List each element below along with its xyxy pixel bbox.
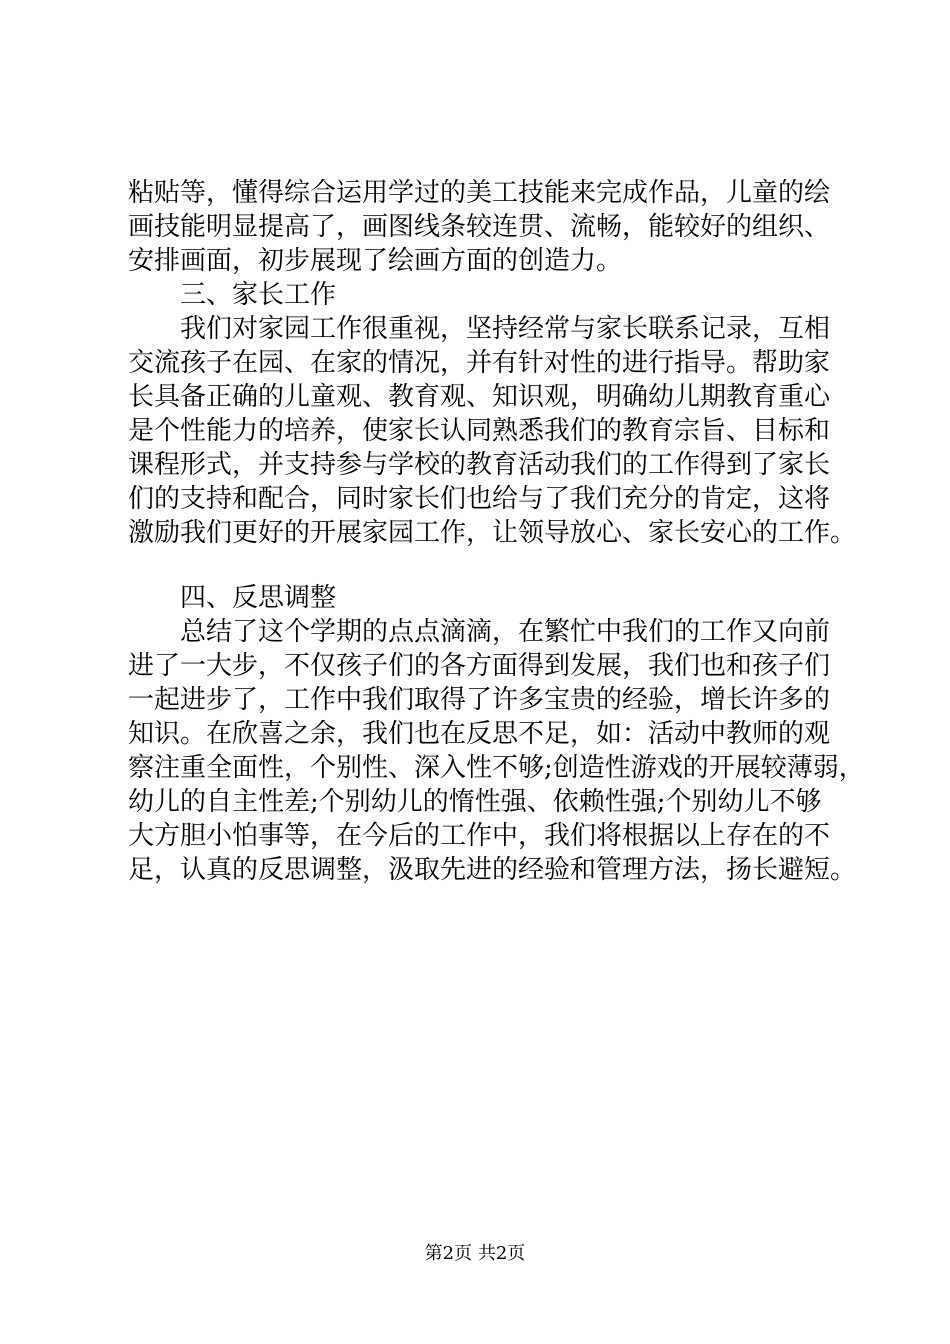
page-number-footer: 第2页 共2页 <box>424 1243 526 1264</box>
paragraph-line: 我们对家园工作很重视，坚持经常与家长联系记录，互相 <box>180 314 831 344</box>
section-heading-reflection: 四、反思调整 <box>180 583 337 613</box>
paragraph-line: 一起进步了，工作中我们取得了许多宝贵的经验，增长许多的 <box>128 685 831 715</box>
paragraph-line: 总结了这个学期的点点滴滴，在繁忙中我们的工作又向前 <box>180 617 831 647</box>
paragraph-line: 课程形式，并支持参与学校的教育活动我们的工作得到了家长 <box>128 450 831 480</box>
section-heading-parent-work: 三、家长工作 <box>180 280 337 310</box>
paragraph-line: 画技能明显提高了，画图线条较连贯、流畅，能较好的组织、 <box>128 212 831 242</box>
paragraph-line: 幼儿的自主性差;个别幼儿的惰性强、依赖性强;个别幼儿不够 <box>128 787 822 817</box>
paragraph-line: 大方胆小怕事等，在今后的工作中，我们将根据以上存在的不 <box>128 821 831 851</box>
paragraph-line: 知识。在欣喜之余，我们也在反思不足，如：活动中教师的观 <box>128 719 831 749</box>
paragraph-line: 是个性能力的培养，使家长认同熟悉我们的教育宗旨、目标和 <box>128 416 831 446</box>
paragraph-line: 察注重全面性，个别性、深入性不够;创造性游戏的开展较薄弱， <box>128 753 865 783</box>
paragraph-line: 进了一大步，不仅孩子们的各方面得到发展，我们也和孩子们 <box>128 651 831 681</box>
paragraph-line: 激励我们更好的开展家园工作，让领导放心、家长安心的工作。 <box>128 518 857 548</box>
paragraph-line: 们的支持和配合，同时家长们也给与了我们充分的肯定，这将 <box>128 484 831 514</box>
paragraph-line: 交流孩子在园、在家的情况，并有针对性的进行指导。帮助家 <box>128 348 831 378</box>
paragraph-line: 安排画面，初步展现了绘画方面的创造力。 <box>128 246 623 276</box>
paragraph-line: 足，认真的反思调整，汲取先进的经验和管理方法，扬长避短。 <box>128 855 857 885</box>
paragraph-line: 粘贴等，懂得综合运用学过的美工技能来完成作品，儿童的绘 <box>128 178 831 208</box>
paragraph-line: 长具备正确的儿童观、教育观、知识观，明确幼儿期教育重心 <box>128 382 831 412</box>
